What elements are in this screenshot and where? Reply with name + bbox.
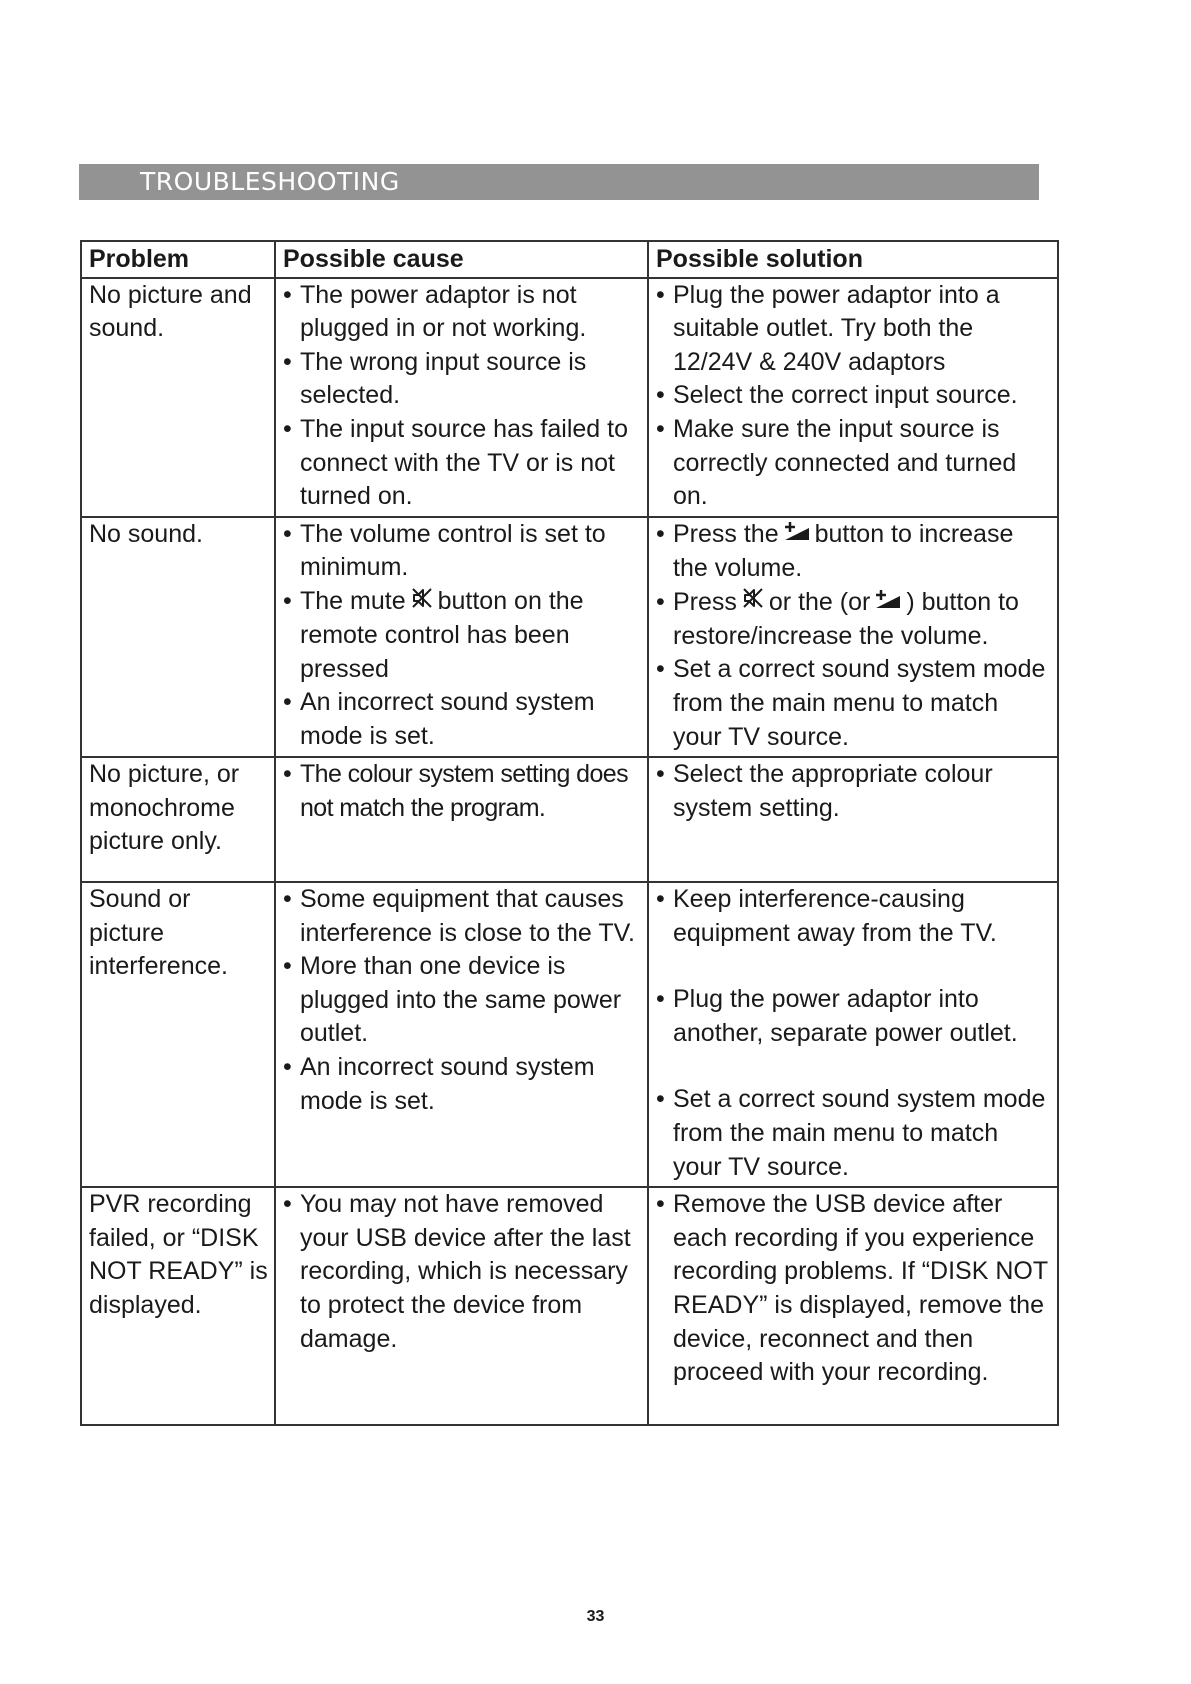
cause-item: • The wrong input source is selected. [283, 346, 641, 413]
problem-cell: No sound. [81, 517, 275, 757]
cause-cell [275, 882, 648, 1187]
solution-item: • Select the correct input source. [656, 379, 1051, 413]
solution-item [656, 518, 1051, 586]
volume-up-icon [874, 586, 902, 620]
table-row [81, 278, 1058, 517]
cause-text: button on the remote control has been pressed [300, 586, 584, 683]
solution-item: • Plug the power adaptor into another, separate power outlet. [656, 983, 1051, 1050]
cause-item: • The colour system setting does not match the program. [283, 758, 641, 825]
cause-text: The mute [300, 586, 406, 615]
cause-item: • An incorrect sound system mode is set. [283, 686, 641, 753]
solution-text: ) button to restore/increase the volume. [673, 587, 1019, 650]
solution-text: Press [673, 587, 737, 616]
solution-text: Press the [673, 519, 779, 548]
cause-item: • You may not have removed your USB device after the last recording, which is necessary to protect the device from damage. [283, 1188, 641, 1356]
problem-cell: No picture, or monochrome picture only. [81, 757, 275, 882]
mute-icon [410, 586, 434, 620]
solution-item [656, 586, 1051, 654]
cause-cell [275, 517, 648, 757]
problem-cell: PVR recording failed, or “DISK NOT READY” is displayed. [81, 1187, 275, 1425]
solution-item: • Keep interference-causing equipment away from the TV. [656, 883, 1051, 950]
solution-item: • Set a correct sound system mode from the main menu to match your TV source. [656, 1083, 1051, 1184]
solution-cell [648, 882, 1058, 1187]
page-number: 33 [586, 1608, 605, 1625]
cause-item: • The power adaptor is not plugged in or not working. [283, 279, 641, 346]
troubleshooting-table [80, 240, 1059, 1426]
solution-item: • Select the appropriate colour system setting. [656, 758, 1051, 825]
solution-cell [648, 1187, 1058, 1425]
solution-item: • Set a correct sound system mode from the main menu to match your TV source. [656, 653, 1051, 754]
spacer [656, 950, 1051, 983]
cause-item: • An incorrect sound system mode is set. [283, 1051, 641, 1118]
header-cause: Possible cause [275, 241, 648, 278]
problem-cell: Sound or picture interference. [81, 882, 275, 1187]
header-problem: Problem [81, 241, 275, 278]
cause-cell [275, 1187, 648, 1425]
solution-item: • Remove the USB device after each recording if you experience recording problems. If “DISK NOT READY” is displayed, remove the device, reconnect and then proceed with your recording. [656, 1188, 1051, 1390]
cause-item: • Some equipment that causes interference is close to the TV. [283, 883, 641, 950]
cause-item [283, 585, 641, 686]
cause-cell [275, 757, 648, 882]
table-row [81, 882, 1058, 1187]
section-title: TROUBLESHOOTING [79, 164, 1039, 200]
spacer [656, 1050, 1051, 1083]
solution-text: or the (or [768, 587, 871, 616]
header-solution: Possible solution [648, 241, 1058, 278]
table-row [81, 1187, 1058, 1425]
problem-cell: No picture and sound. [81, 278, 275, 517]
volume-up-icon [783, 518, 811, 552]
mute-icon [741, 586, 765, 620]
solution-item: • Make sure the input source is correctly connected and turned on. [656, 413, 1051, 514]
solution-item: • Plug the power adaptor into a suitable outlet. Try both the 12/24V & 240V adaptors [656, 279, 1051, 380]
cause-item: • More than one device is plugged into the same power outlet. [283, 950, 641, 1051]
cause-item: • The volume control is set to minimum. [283, 518, 641, 585]
table-row [81, 757, 1058, 882]
cause-item: • The input source has failed to connect with the TV or is not turned on. [283, 413, 641, 514]
table-row [81, 517, 1058, 757]
header-row [81, 241, 1058, 278]
solution-cell [648, 757, 1058, 882]
solution-cell [648, 517, 1058, 757]
solution-text: button to increase the volume. [673, 519, 1014, 582]
solution-cell [648, 278, 1058, 517]
cause-cell [275, 278, 648, 517]
